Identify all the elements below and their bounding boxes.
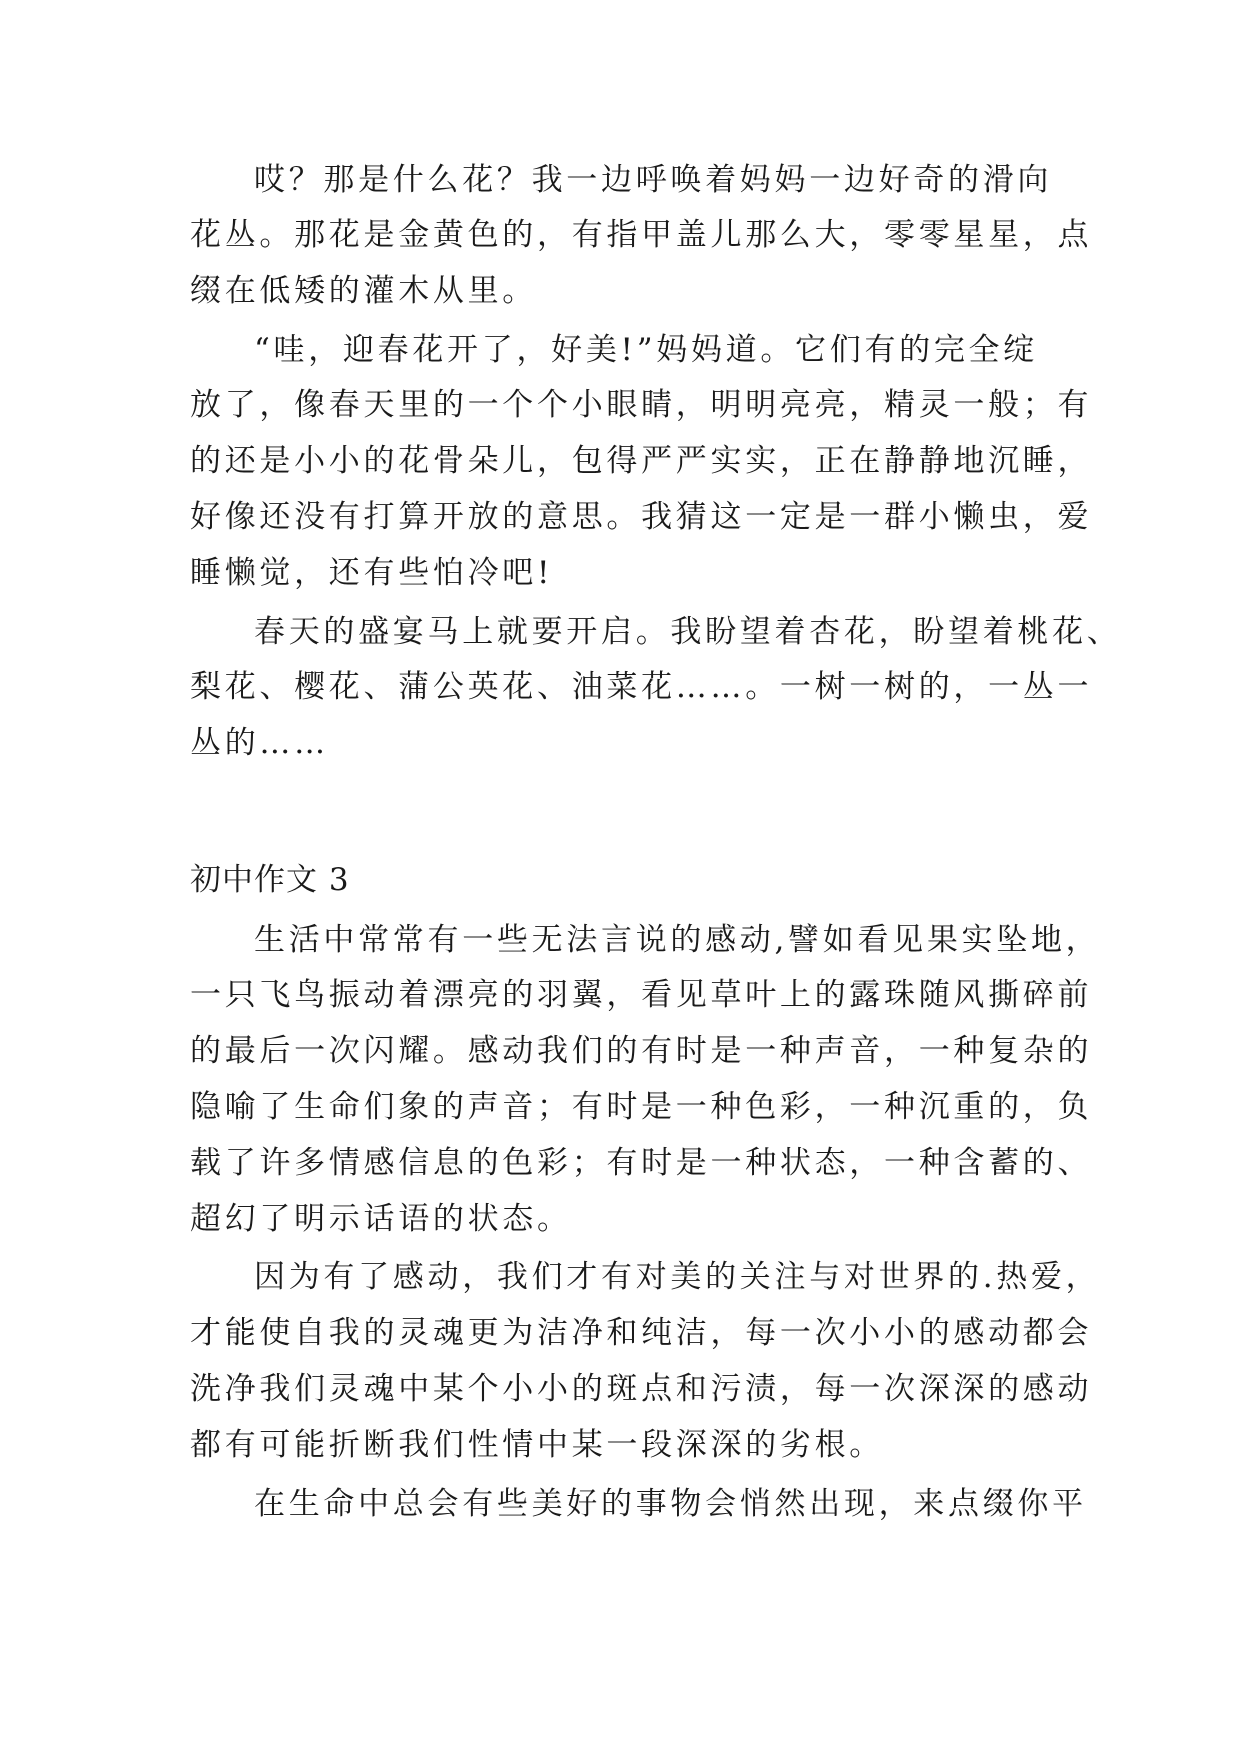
paragraph-line: 载了许多情感信息的色彩；有时是一种状态，一种含蓄的、	[190, 1145, 1093, 1181]
paragraph-line: 一只飞鸟振动着漂亮的羽翼，看见草叶上的露珠随风撕碎前	[190, 977, 1093, 1013]
paragraph-line: 哎？那是什么花？我一边呼唤着妈妈一边好奇的滑向	[254, 162, 1053, 198]
paragraph-line: 缀在低矮的灌木从里。	[190, 273, 537, 309]
essay-heading: 初中作文 3	[190, 862, 350, 898]
paragraph-line: 梨花、樱花、蒲公英花、油菜花……。一树一树的，一丛一	[190, 669, 1093, 705]
paragraph-line: 超幻了明示话语的状态。	[190, 1201, 572, 1237]
paragraph-line: “哇，迎春花开了，好美!”妈妈道。它们有的完全绽	[254, 332, 1038, 368]
paragraph-line: 好像还没有打算开放的意思。我猜这一定是一群小懒虫，爱	[190, 499, 1093, 535]
paragraph-line: 隐喻了生命们象的声音；有时是一种色彩，一种沉重的，负	[190, 1089, 1093, 1125]
paragraph-line: 的还是小小的花骨朵儿，包得严严实实，正在静静地沉睡，	[190, 443, 1093, 479]
paragraph-line: 花丛。那花是金黄色的，有指甲盖儿那么大，零零星星，点	[190, 217, 1093, 253]
paragraph-line: 春天的盛宴马上就要开启。我盼望着杏花，盼望着桃花、	[254, 614, 1122, 650]
paragraph-line: 才能使自我的灵魂更为洁净和纯洁，每一次小小的感动都会	[190, 1315, 1093, 1351]
paragraph-line: 丛的……	[190, 725, 329, 761]
paragraph-line: 睡懒觉，还有些怕冷吧!	[190, 555, 554, 591]
paragraph-line: 因为有了感动，我们才有对美的关注与对世界的.热爱，	[254, 1259, 1101, 1295]
paragraph-line: 生活中常常有一些无法言说的感动,譬如看见果实坠地，	[254, 922, 1101, 958]
paragraph-line: 放了，像春天里的一个个小眼睛，明明亮亮，精灵一般；有	[190, 387, 1093, 423]
paragraph-line: 都有可能折断我们性情中某一段深深的劣根。	[190, 1427, 884, 1463]
paragraph-line: 的最后一次闪耀。感动我们的有时是一种声音，一种复杂的	[190, 1033, 1093, 1069]
paragraph-line: 洗净我们灵魂中某个小小的斑点和污渍，每一次深深的感动	[190, 1371, 1093, 1407]
paragraph-line: 在生命中总会有些美好的事物会悄然出现，来点缀你平	[254, 1486, 1087, 1522]
